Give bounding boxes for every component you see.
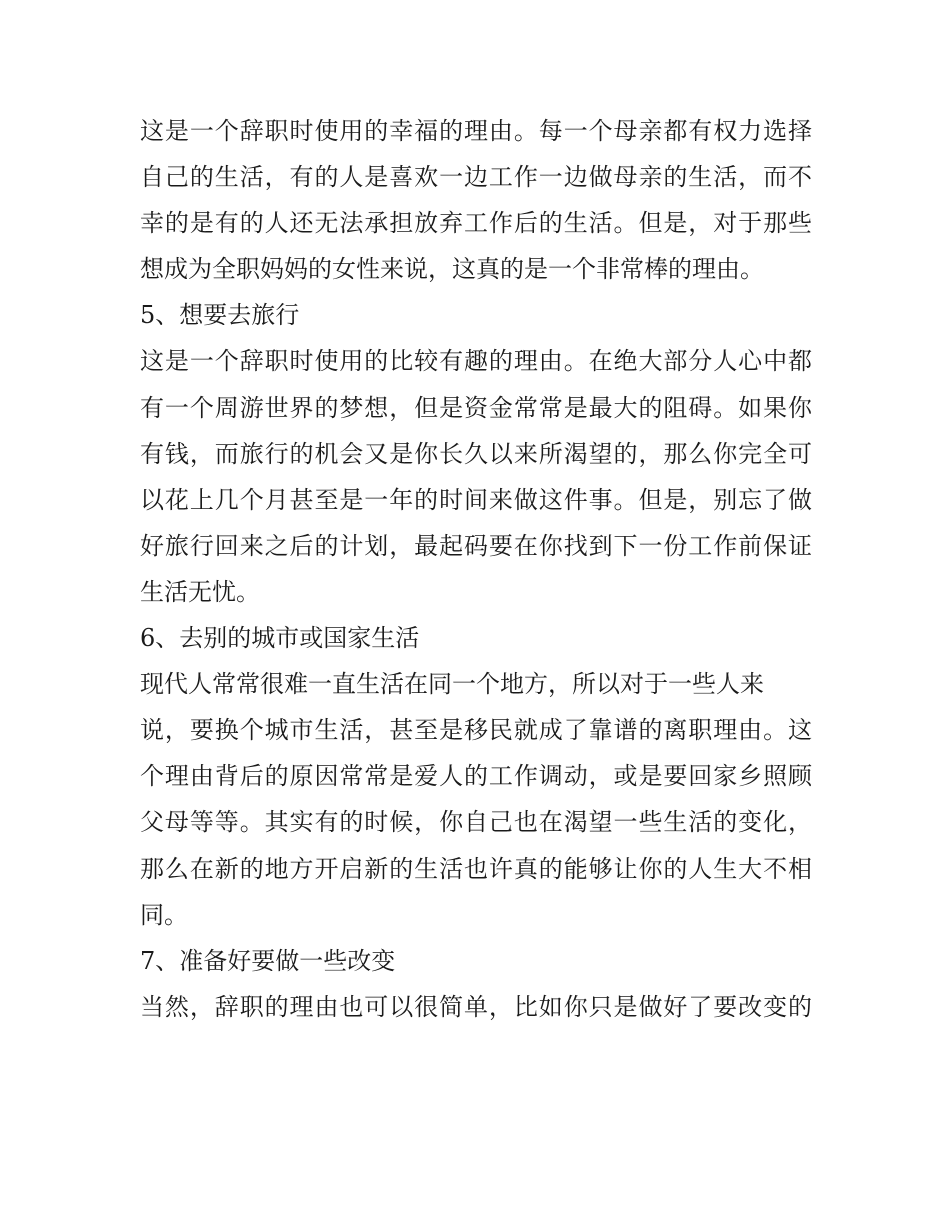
section-heading-relocate: 6、去别的城市或国家生活 [140,624,420,653]
text-line: 同。 [140,900,188,929]
section-heading-travel: 5、想要去旅行 [140,301,300,330]
paragraph-change [140,984,812,1030]
text-line: 自己的生活，有的人是喜欢一边工作一边做母亲的生活，而不 [140,163,812,192]
text-line: 个理由背后的原因常常是爱人的工作调动，或是要回家乡照顾 [140,762,812,791]
section-heading-change: 7、准备好要做一些改变 [140,946,396,975]
text-line: 有一个周游世界的梦想，但是资金常常是最大的阻碍。如果你 [140,393,812,422]
text-line: 那么在新的地方开启新的生活也许真的能够让你的人生大不相 [140,854,812,883]
text-line: 现代人常常很难一直生活在同一个地方，所以对于一些人来 [140,670,764,699]
document-body [140,108,812,1030]
text-line: 这是一个辞职时使用的比较有趣的理由。在绝大部分人心中都 [140,347,812,376]
text-line: 以花上几个月甚至是一年的时间来做这件事。但是，别忘了做 [140,485,812,514]
paragraph-mother-reason [140,108,812,292]
text-line: 想成为全职妈妈的女性来说，这真的是一个非常棒的理由。 [140,255,764,284]
text-line: 当然，辞职的理由也可以很简单，比如你只是做好了要改变的 [140,992,812,1021]
text-line: 有钱，而旅行的机会又是你长久以来所渴望的，那么你完全可 [140,439,812,468]
text-line: 生活无忧。 [140,577,260,606]
paragraph-travel [140,338,812,615]
text-line: 说，要换个城市生活，甚至是移民就成了靠谱的离职理由。这 [140,716,812,745]
text-line: 这是一个辞职时使用的幸福的理由。每一个母亲都有权力选择 [140,117,812,145]
text-line: 父母等等。其实有的时候，你自己也在渴望一些生活的变化， [140,808,812,837]
paragraph-relocate [140,661,812,938]
text-line: 幸的是有的人还无法承担放弃工作后的生活。但是，对于那些 [140,209,812,238]
text-line: 好旅行回来之后的计划，最起码要在你找到下一份工作前保证 [140,531,812,560]
